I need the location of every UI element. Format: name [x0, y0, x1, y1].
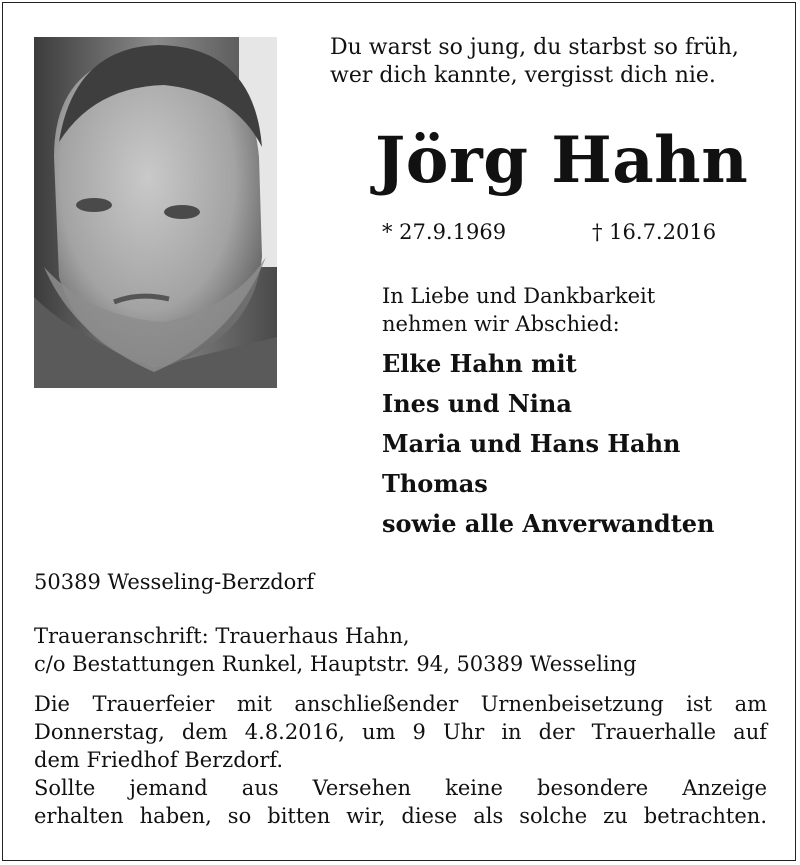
death-date: † 16.7.2016: [592, 220, 717, 244]
address-line: Traueranschrift: Trauerhaus Hahn,: [34, 624, 410, 648]
mourning-address: [34, 622, 774, 678]
ceremony-line: Sollte jemand aus Versehen keine besondere Anzeige: [34, 776, 767, 800]
birth-date: * 27.9.1969: [382, 220, 507, 244]
mourner-entry: Thomas: [382, 469, 488, 498]
mourner-entry: Elke Hahn mit: [382, 349, 577, 378]
location: 50389 Wesseling-Berzdorf: [34, 570, 315, 594]
verse-line: Du warst so jung, du starbst so früh,: [330, 35, 739, 60]
ceremony-line: Donnerstag, dem 4.8.2016, um 9 Uhr in der Trauerhalle auf: [34, 720, 767, 744]
memorial-verse: [330, 34, 770, 90]
address-line: c/o Bestattungen Runkel, Hauptstr. 94, 50389 Wesseling: [34, 652, 637, 676]
verse-line: wer dich kannte, vergisst dich nie.: [330, 63, 716, 88]
ceremony-notice: [34, 690, 767, 830]
intro-line: nehmen wir Abschied:: [382, 312, 620, 336]
ceremony-line: erhalten haben, so bitten wir, diese als solche zu betrachten.: [34, 804, 767, 828]
mourner-entry: sowie alle Anverwandten: [382, 509, 715, 538]
farewell-intro: [382, 282, 782, 338]
mourners-list: [382, 344, 792, 544]
intro-line: In Liebe und Dankbarkeit: [382, 284, 656, 308]
mourner-entry: Maria und Hans Hahn: [382, 429, 681, 458]
ceremony-line: dem Friedhof Berzdorf.: [34, 748, 284, 772]
portrait-photo: [34, 37, 277, 388]
deceased-name: Jörg Hahn: [375, 123, 749, 198]
ceremony-line: Die Trauerfeier mit anschließender Urnenbeisetzung ist am: [34, 692, 767, 716]
mourner-entry: Ines und Nina: [382, 389, 572, 418]
